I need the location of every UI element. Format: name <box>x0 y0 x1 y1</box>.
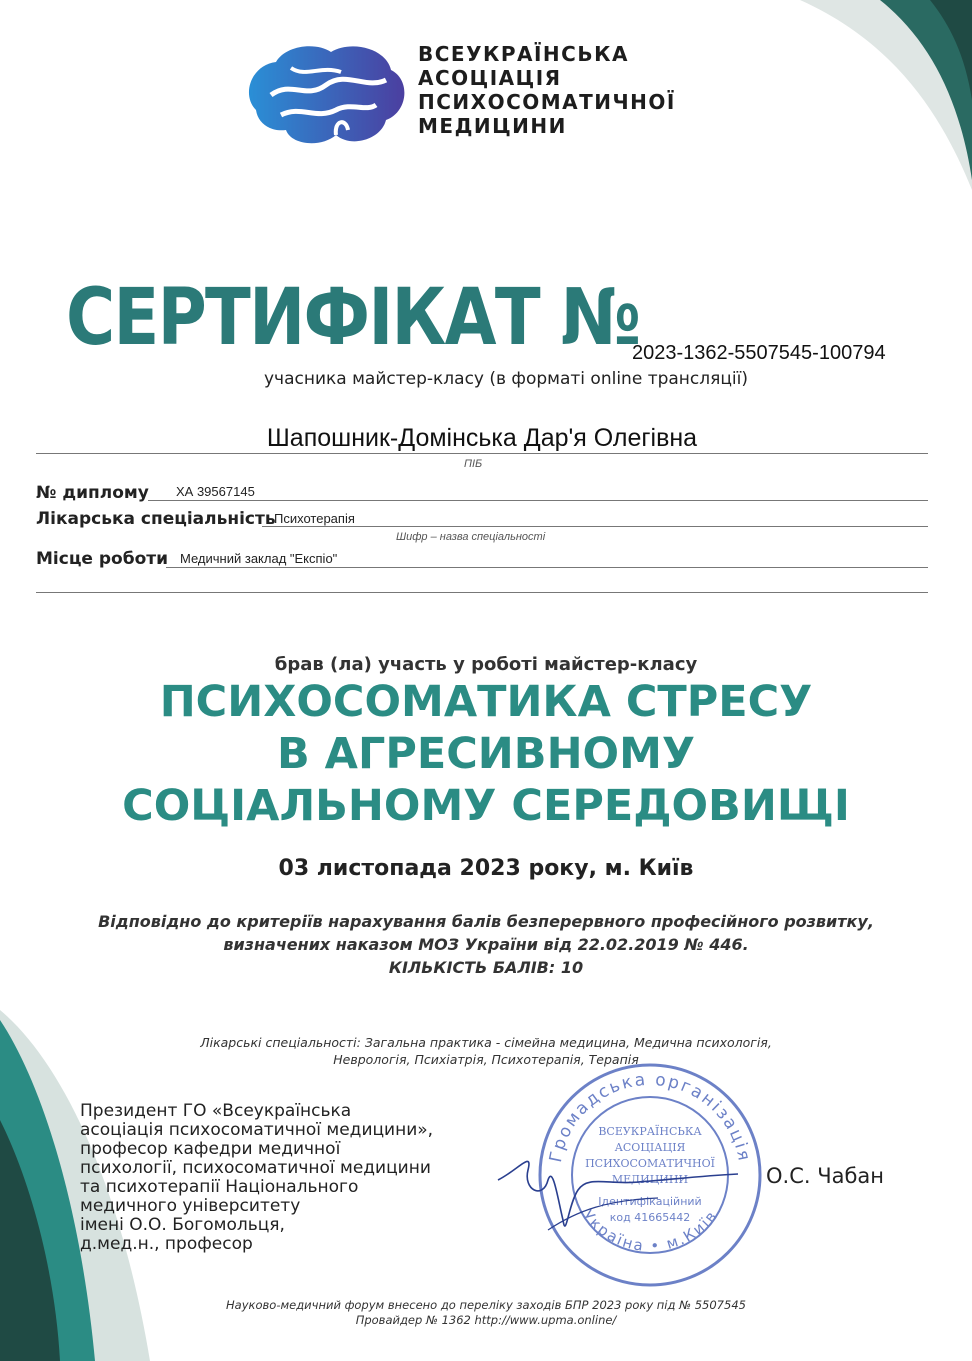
masterclass-title <box>0 676 972 832</box>
criteria-line: Відповідно до критеріїв нарахування балів безперервного професійного розвитку, <box>98 912 874 931</box>
points-count: КІЛЬКІСТЬ БАЛІВ: 10 <box>388 958 584 977</box>
certificate-subtitle: учасника майстер-класу (в форматі online трансляції) <box>263 369 749 389</box>
participation-text: брав (ла) участь у роботі майстер-класу <box>274 654 698 675</box>
stamp-inner: ВСЕУКРАЇНСЬКА <box>598 1125 702 1138</box>
president-line: психології, психосоматичної медицини <box>80 1158 431 1178</box>
workplace-underline <box>166 567 928 568</box>
stamp-id-code: код 41665442 <box>609 1211 691 1224</box>
stamp-inner: ПСИХОСОМАТИЧНОЇ <box>585 1157 715 1170</box>
masterclass-title-line: ПСИХОСОМАТИКА СТРЕСУ <box>159 677 813 727</box>
president-line: імені О.О. Богомольця, <box>80 1215 285 1235</box>
specialties-line: Неврологія, Психіатрія, Психотерапія, Терапія <box>333 1052 639 1067</box>
president-line: асоціація психосоматичної медицини», <box>80 1120 434 1140</box>
footer-line: Науково-медичний форум внесено до переліку заходів БПР 2023 року під № 5507545 <box>226 1298 746 1312</box>
masterclass-title-line: В АГРЕСИВНОМУ <box>276 729 696 779</box>
workplace-value: Медичний заклад "Експіо" <box>180 551 338 566</box>
masterclass-title-line: СОЦІАЛЬНОМУ СЕРЕДОВИЩІ <box>122 781 850 831</box>
org-name-line: МЕДИЦИНИ <box>418 114 567 138</box>
specialty-value: Психотерапія <box>274 511 355 526</box>
specialties-list <box>0 1034 972 1068</box>
stamp-id-label: Ідентифікаційний <box>598 1195 702 1208</box>
president-line: Президент ГО «Всеукраїнська <box>80 1101 352 1121</box>
stamp-inner: МЕДИЦИНИ <box>611 1173 689 1186</box>
president-line: професор кафедри медичної <box>80 1139 341 1159</box>
criteria-line: визначених наказом МОЗ України від 22.02.2019 № 446. <box>223 935 749 954</box>
org-name-line: ВСЕУКРАЇНСЬКА <box>418 42 629 66</box>
president-line: д.мед.н., професор <box>80 1234 253 1254</box>
specialty-caption: Шифр – назва спеціальності <box>396 531 546 543</box>
specialties-line: Загальна практика - сімейна медицина, Медична психологія, <box>360 1035 772 1050</box>
event-date: 03 листопада 2023 року, м. Київ <box>278 856 694 881</box>
org-name-line: АСОЦІАЦІЯ <box>418 66 562 90</box>
name-caption: ПІБ <box>464 458 483 470</box>
president-line: медичного університету <box>80 1196 301 1216</box>
certificate-number: 2023-1362-5507545-100794 <box>632 342 886 364</box>
stamp-outer-bottom: Україна • м.Київ <box>578 1206 722 1256</box>
brain-icon <box>236 40 412 152</box>
name-underline <box>36 453 928 454</box>
organization-name <box>418 42 676 138</box>
diploma-value: ХА 39567145 <box>176 484 255 499</box>
workplace-label: Місце роботи <box>36 549 169 569</box>
blank-line <box>36 592 928 593</box>
footer-line: Провайдер № 1362 http://www.upma.online/ <box>355 1313 617 1327</box>
signer-name: О.С. Чабан <box>766 1164 885 1188</box>
stamp-inner: АСОЦІАЦІЯ <box>614 1141 686 1154</box>
certificate-title: СЕРТИФІКАТ № <box>66 273 640 363</box>
stamp-outer-top: Громадська організація <box>545 1069 755 1165</box>
diploma-label: № диплому <box>36 483 149 503</box>
participant-name: Шапошник-Домінська Дар'я Олегівна <box>266 424 698 452</box>
specialty-label: Лікарська спеціальність <box>36 509 276 529</box>
signature <box>488 1110 758 1260</box>
footer <box>0 1298 972 1328</box>
specialty-underline <box>262 526 928 527</box>
president-title <box>80 1102 433 1254</box>
president-line: та психотерапії Національного <box>80 1177 359 1197</box>
org-name-line: ПСИХОСОМАТИЧНОЇ <box>418 90 676 114</box>
diploma-underline <box>148 500 928 501</box>
criteria-text <box>0 910 972 979</box>
specialties-label: Лікарські спеціальності: <box>200 1035 361 1050</box>
